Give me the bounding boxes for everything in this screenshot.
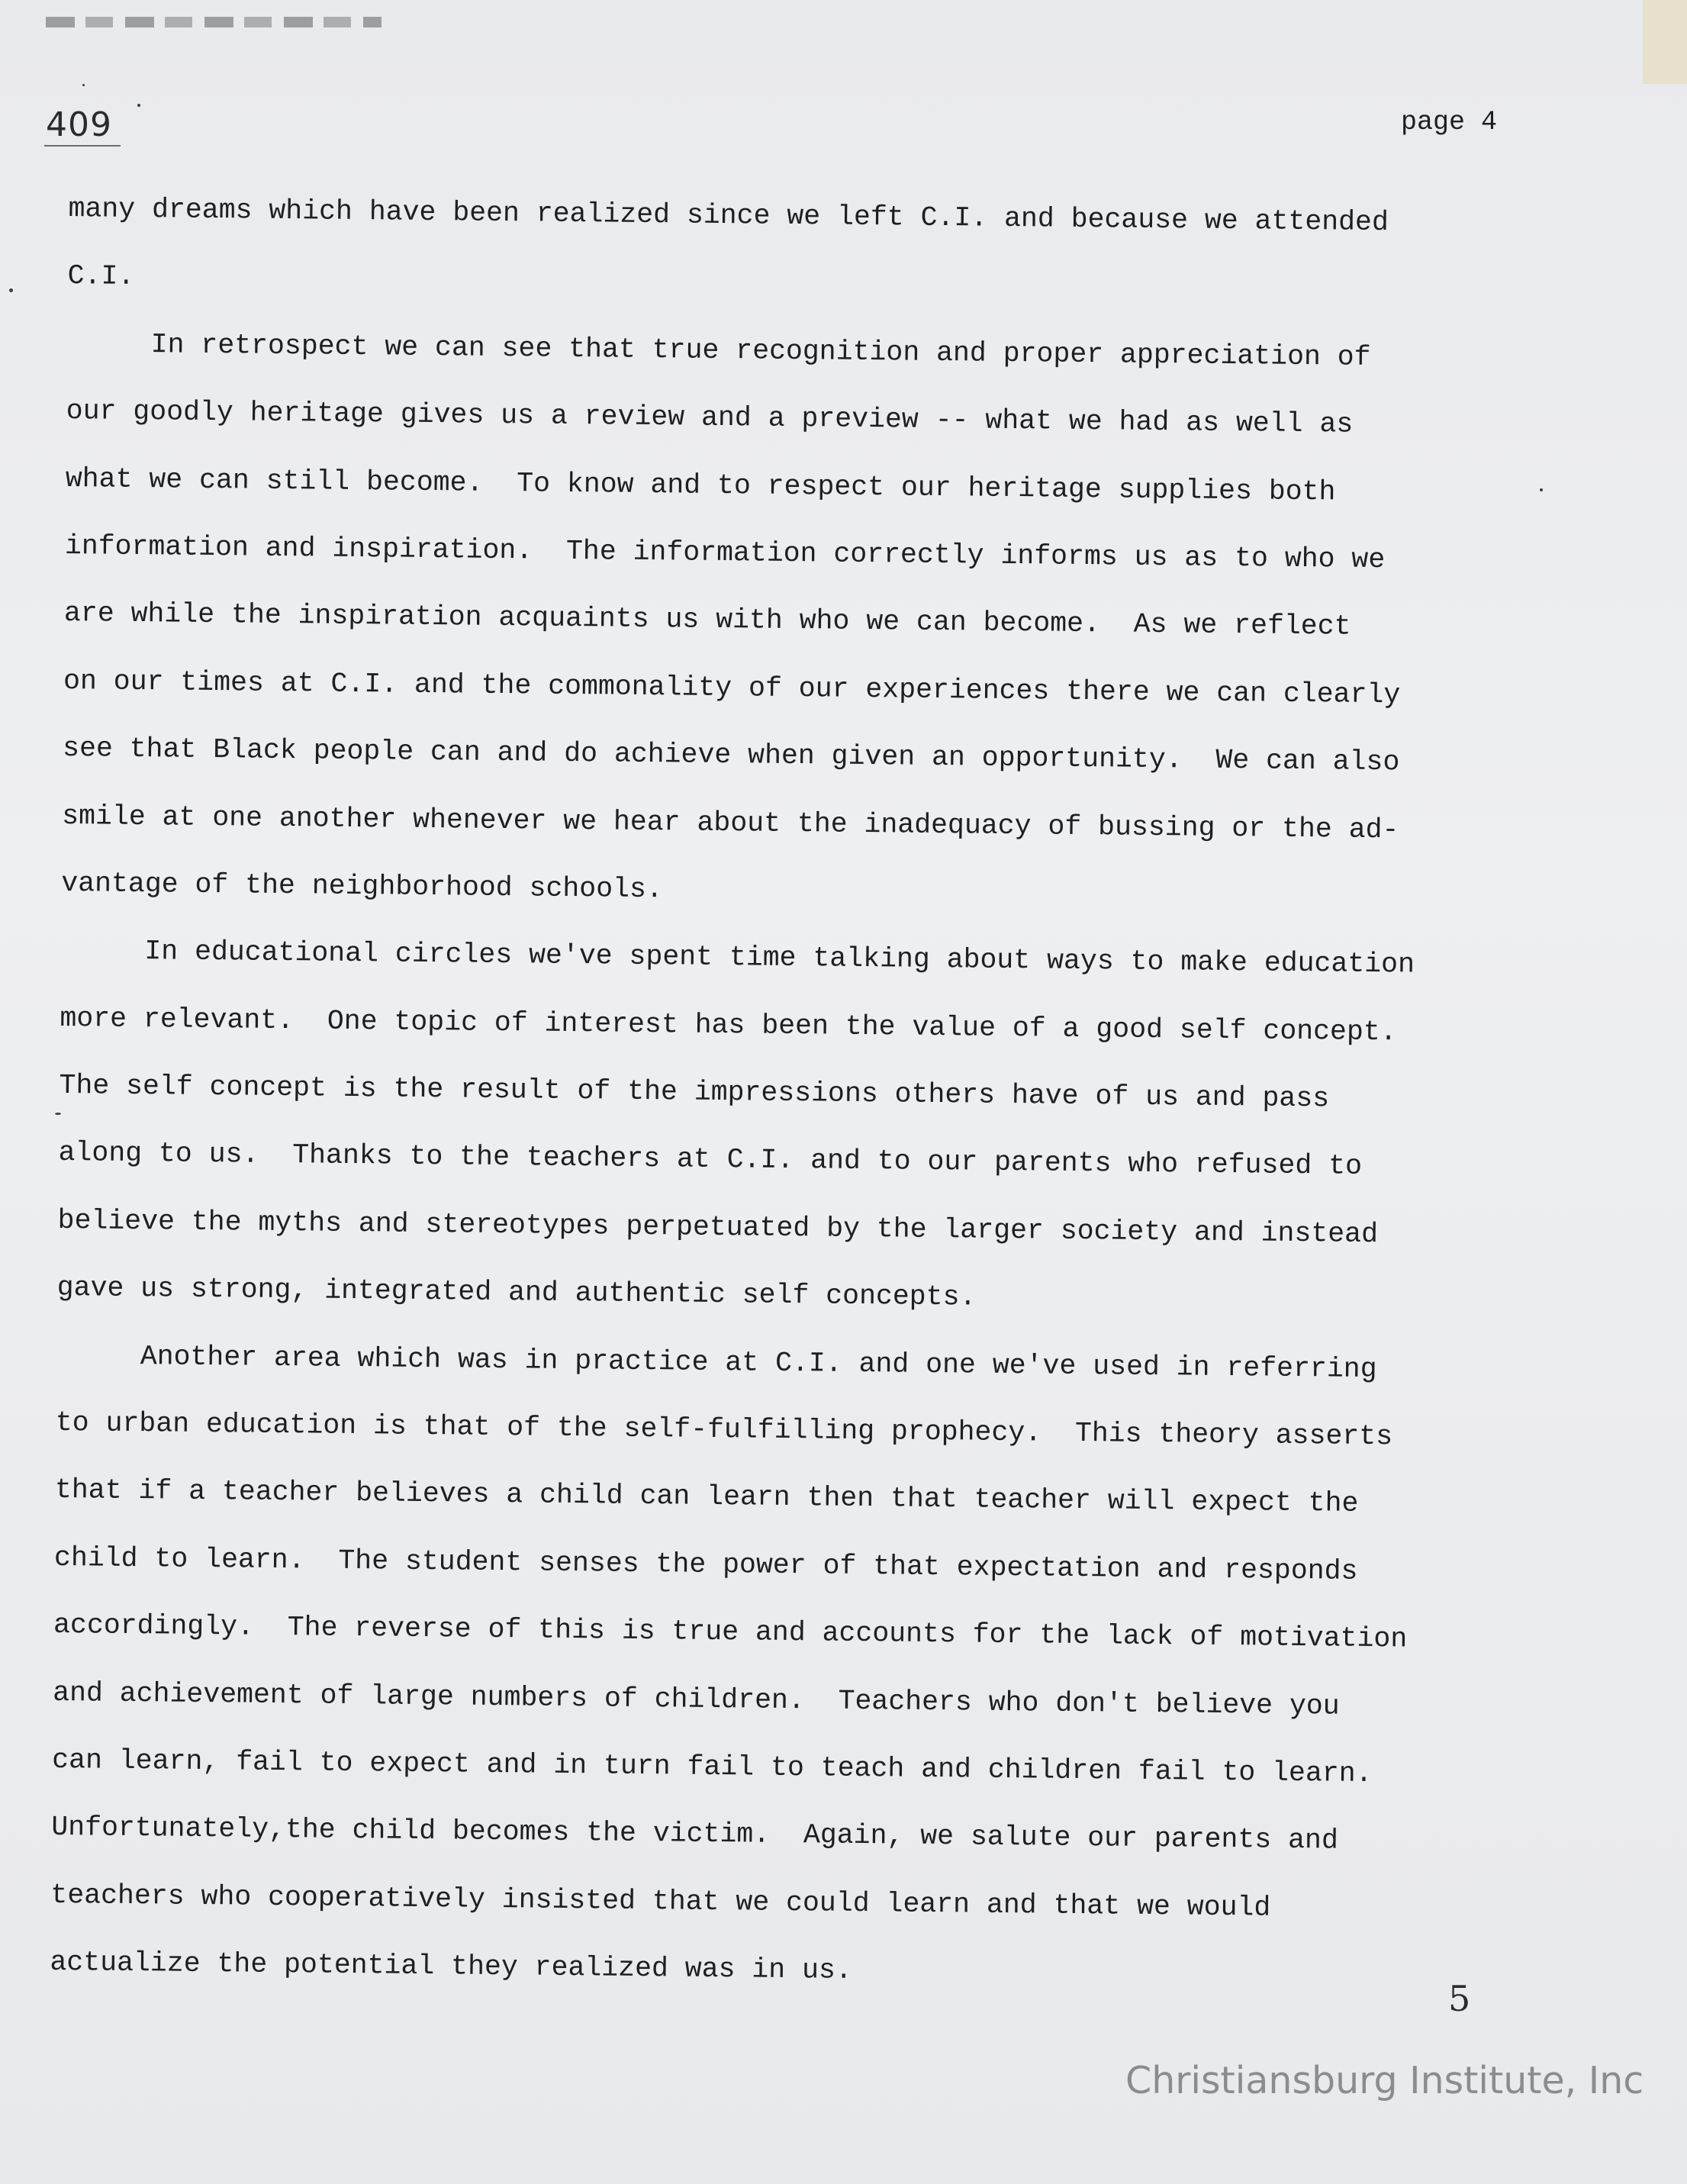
text-line: In retrospect we can see that true recognition and proper appreciation of bbox=[150, 328, 1371, 373]
text-line: on our times at C.I. and the commonality of our experiences there we can clearly bbox=[63, 665, 1401, 711]
text-line: actualize the potential they realized was in us. bbox=[50, 1947, 853, 1987]
text-line: many dreams which have been realized since we left C.I. and because we attended bbox=[68, 192, 1389, 239]
text-line: to urban education is that of the self-fulfilling prophecy. This theory asserts bbox=[55, 1406, 1393, 1453]
text-line: C.I. bbox=[67, 260, 135, 293]
text-line: Another area which was in practice at C.I. and one we've used in referring bbox=[140, 1340, 1377, 1385]
paper-speck bbox=[9, 288, 13, 292]
text-line: more relevant. One topic of interest has been the value of a good self concept. bbox=[60, 1002, 1397, 1048]
text-line: information and inspiration. The information correctly informs us as to who we bbox=[64, 530, 1386, 576]
text-line: that if a teacher believes a child can learn then that teacher will expect the bbox=[54, 1474, 1359, 1520]
text-line: gave us strong, integrated and authentic self concepts. bbox=[56, 1272, 977, 1313]
archive-watermark: Christiansburg Institute, Inc bbox=[1125, 2059, 1644, 2102]
paper-speck bbox=[137, 104, 140, 107]
handwritten-page-number: 5 bbox=[1448, 1978, 1471, 2019]
paper-speck bbox=[82, 84, 85, 86]
text-line: what we can still become. To know and to respect our heritage supplies both bbox=[65, 462, 1336, 507]
text-line: are while the inspiration acquaints us with who we can become. As we reflect bbox=[63, 598, 1351, 643]
paper-speck bbox=[1540, 488, 1543, 491]
text-line: vantage of the neighborhood schools. bbox=[61, 867, 663, 906]
document-number-underline bbox=[44, 145, 121, 147]
corner-paper-tab bbox=[1643, 0, 1687, 84]
text-line: smile at one another whenever we hear about the inadequacy of bussing or the ad- bbox=[61, 800, 1399, 846]
text-line: see that Black people can and do achieve when given an opportunity. We can also bbox=[62, 733, 1400, 778]
handwritten-document-number: 409 bbox=[46, 105, 112, 144]
text-line: believe the myths and stereotypes perpetuated by the larger society and instead bbox=[57, 1204, 1379, 1250]
top-edge-strip bbox=[46, 17, 382, 27]
text-line: teachers who cooperatively insisted that we could learn and that we would bbox=[50, 1879, 1271, 1924]
text-line: can learn, fail to expect and in turn fail to teach and children fail to learn. bbox=[52, 1744, 1373, 1789]
text-line: along to us. Thanks to the teachers at C.I. and to our parents who refused to bbox=[58, 1137, 1363, 1183]
text-line: Unfortunately,the child becomes the victim. Again, we salute our parents and bbox=[51, 1812, 1339, 1857]
page-header-label: page 4 bbox=[1401, 107, 1498, 137]
text-line: accordingly. The reverse of this is true and accounts for the lack of motivation bbox=[53, 1609, 1408, 1655]
text-line: our goodly heritage gives us a review and a preview -- what we had as well as bbox=[66, 395, 1354, 440]
typed-body-text bbox=[50, 176, 1503, 2012]
text-line: child to learn. The student senses the power of that expectation and responds bbox=[53, 1541, 1358, 1587]
text-line: In educational circles we've spent time talking about ways to make education bbox=[144, 936, 1415, 981]
text-line: The self concept is the result of the impressions others have of us and pass bbox=[59, 1070, 1330, 1115]
text-line: and achievement of large numbers of children. Teachers who don't believe you bbox=[52, 1677, 1340, 1722]
